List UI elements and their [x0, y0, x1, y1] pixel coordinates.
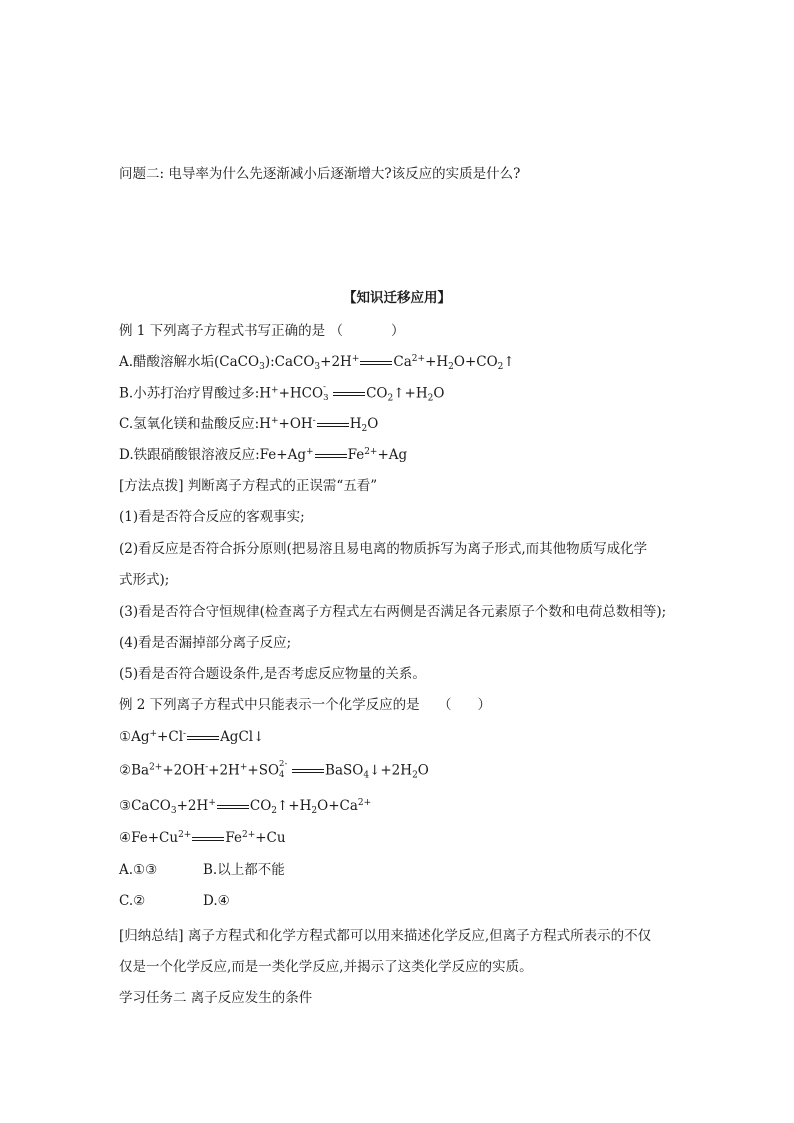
task-two-heading: 学习任务二 离子反应发生的条件: [119, 990, 313, 1006]
section-heading: 【知识迁移应用】: [343, 290, 451, 306]
sub: 3: [170, 806, 177, 816]
sup: -: [205, 762, 209, 773]
eq2-mid1: +2OH: [162, 762, 206, 779]
example1-option-a: [119, 354, 515, 370]
eq1-rhs: AgCl↓: [220, 729, 265, 745]
sup: +: [239, 762, 248, 773]
example2-choices-row1: [119, 862, 285, 878]
equals-sign: [333, 392, 365, 396]
choice-b: B.以上都不能: [203, 862, 285, 878]
sup: 2+: [411, 354, 426, 364]
example2-stem: [119, 697, 491, 713]
opt-b-text1: B.小苏打治疗胃酸过多:H: [119, 385, 272, 402]
tips-item: (4)看是否漏掉部分离子反应;: [119, 635, 292, 651]
tips-item: (2)看反应是否符合拆分原则(把易溶且易电离的物质拆写为离子形式,而其他物质写成化学: [119, 541, 648, 557]
equals-sign: [187, 736, 219, 740]
sup: 2+: [241, 830, 256, 840]
example1-paren-left: （: [329, 323, 343, 339]
equals-sign: [192, 837, 224, 841]
opt-a-text2: ):CaCO: [264, 354, 315, 370]
opt-a-end2: O+CO: [453, 354, 498, 370]
summary-line-2: 仅是一个化学反应,而是一类化学反应,并揭示了这类化学反应的实质。: [119, 959, 533, 975]
equals-sign: [292, 769, 324, 773]
eq3-end: ↑+H: [277, 798, 312, 814]
eq2-mid3: +SO: [247, 762, 280, 779]
tips-item: 式形式);: [119, 572, 170, 588]
sub: 2: [412, 770, 418, 781]
sup: 2+: [364, 447, 378, 457]
example2-equation-2: [119, 759, 429, 781]
sup: 2+: [357, 798, 372, 808]
up-arrow: ↑: [503, 354, 515, 370]
eq1-lhs: ①Ag: [119, 729, 150, 745]
tips-item: (3)看是否符合守恒规律(检查离子方程式左右两侧是否满足各元素原子个数和电荷总数相等);: [119, 604, 667, 620]
example2-paren-left: （: [437, 697, 452, 713]
sup: -: [183, 729, 187, 739]
equals-sign: [217, 805, 249, 809]
eq4-rhs: Fe: [225, 830, 242, 846]
sup: +: [351, 354, 360, 364]
choice-c: C.②: [119, 893, 146, 909]
sub: 4: [363, 770, 370, 781]
opt-c-rhs: H: [349, 416, 362, 432]
opt-a-end: +H: [425, 354, 449, 370]
tips-item: (1)看是否符合反应的客观事实;: [119, 509, 305, 525]
equals-sign: [315, 454, 347, 458]
fraction-sub-sup: 2- 4: [279, 759, 288, 780]
eq3-end2: O+Ca: [317, 798, 358, 814]
eq2-lhs: ②Ba: [119, 762, 150, 779]
opt-c-mid: +OH: [278, 416, 313, 432]
sup: 2+: [178, 830, 192, 840]
opt-c-text1: C.氢氧化镁和盐酸反应:H: [119, 416, 271, 432]
sub: 2: [427, 393, 434, 404]
sub: 3: [314, 362, 321, 372]
sup: 2+: [149, 762, 163, 773]
fraction-sub-sup: - 3: [323, 382, 329, 403]
tips-heading: [方法点拨] 判断离子方程式的正误需“五看”: [119, 478, 378, 494]
eq1-mid: +Cl: [157, 729, 184, 745]
example1-option-d: [119, 447, 407, 463]
eq3-lhs: ③CaCO: [119, 798, 171, 814]
example2-equation-4: [119, 830, 286, 846]
opt-b-end: ↑+H: [393, 385, 428, 402]
sub: 2: [448, 362, 454, 372]
example1-stem: [119, 323, 404, 339]
opt-c-o: O: [367, 416, 379, 432]
eq2-mid2: +2H: [208, 762, 240, 779]
summary-line-1: [归纳总结] 离子方程式和化学方程式都可以用来描述化学反应,但离子方程式所表示的不仅: [119, 928, 652, 944]
choice-d: D.④: [203, 893, 230, 909]
choice-a: A.①③: [119, 862, 158, 878]
example2-equation-1: [119, 729, 264, 745]
example2-stem-text: 例 2 下列离子方程式中只能表示一个化学反应的是: [119, 697, 420, 713]
example1-paren-right: ）: [390, 323, 405, 339]
tips-item: (5)看是否符合题设条件,是否考虑反应物量的关系。: [119, 666, 426, 682]
opt-b-mid: +HCO: [278, 385, 324, 402]
opt-a-rhs: Ca: [393, 354, 412, 370]
example1-stem-text: 例 1 下列离子方程式书写正确的是: [119, 323, 326, 339]
sub: 2: [361, 424, 368, 434]
equals-sign: [360, 361, 392, 365]
opt-d-rhs: Fe: [347, 447, 365, 463]
question-two: 问题二: 电导率为什么先逐渐减小后逐渐增大?该反应的实质是什么?: [119, 166, 521, 182]
example2-paren-right: ）: [477, 697, 491, 713]
example1-option-c: [119, 416, 378, 432]
sub: 2: [271, 806, 277, 816]
sup: +: [270, 416, 279, 426]
opt-d-end: +Ag: [377, 447, 408, 463]
example1-option-b: [119, 382, 445, 404]
eq3-rhs: CO: [249, 798, 272, 814]
example2-choices-row2: [119, 893, 230, 909]
sup: +: [271, 385, 279, 396]
sub: 2: [311, 806, 318, 816]
equals-sign: [317, 423, 349, 427]
opt-b-o: O: [433, 385, 445, 402]
example2-equation-3: [119, 798, 371, 814]
eq2-end: ↓+2H: [369, 762, 413, 779]
eq4-lhs: ④Fe+Cu: [119, 830, 179, 846]
opt-a-plus: +2H: [320, 354, 352, 370]
sup: -: [312, 416, 316, 426]
sub: 2: [387, 393, 394, 404]
eq3-mid: +2H: [176, 798, 209, 814]
opt-a-text1: A.醋酸溶解水垢(CaCO: [119, 354, 260, 370]
sub: 3: [259, 362, 265, 372]
sup: +: [306, 447, 314, 457]
eq4-end: +Cu: [255, 830, 286, 846]
sup: +: [208, 798, 216, 808]
opt-b-rhs: CO: [366, 385, 388, 402]
sup: +: [149, 729, 158, 739]
eq2-o: O: [417, 762, 429, 779]
sub: 2: [497, 362, 504, 372]
opt-d-text1: D.铁跟硝酸银溶液反应:Fe+Ag: [119, 447, 307, 463]
eq2-rhs: BaSO: [325, 762, 364, 779]
